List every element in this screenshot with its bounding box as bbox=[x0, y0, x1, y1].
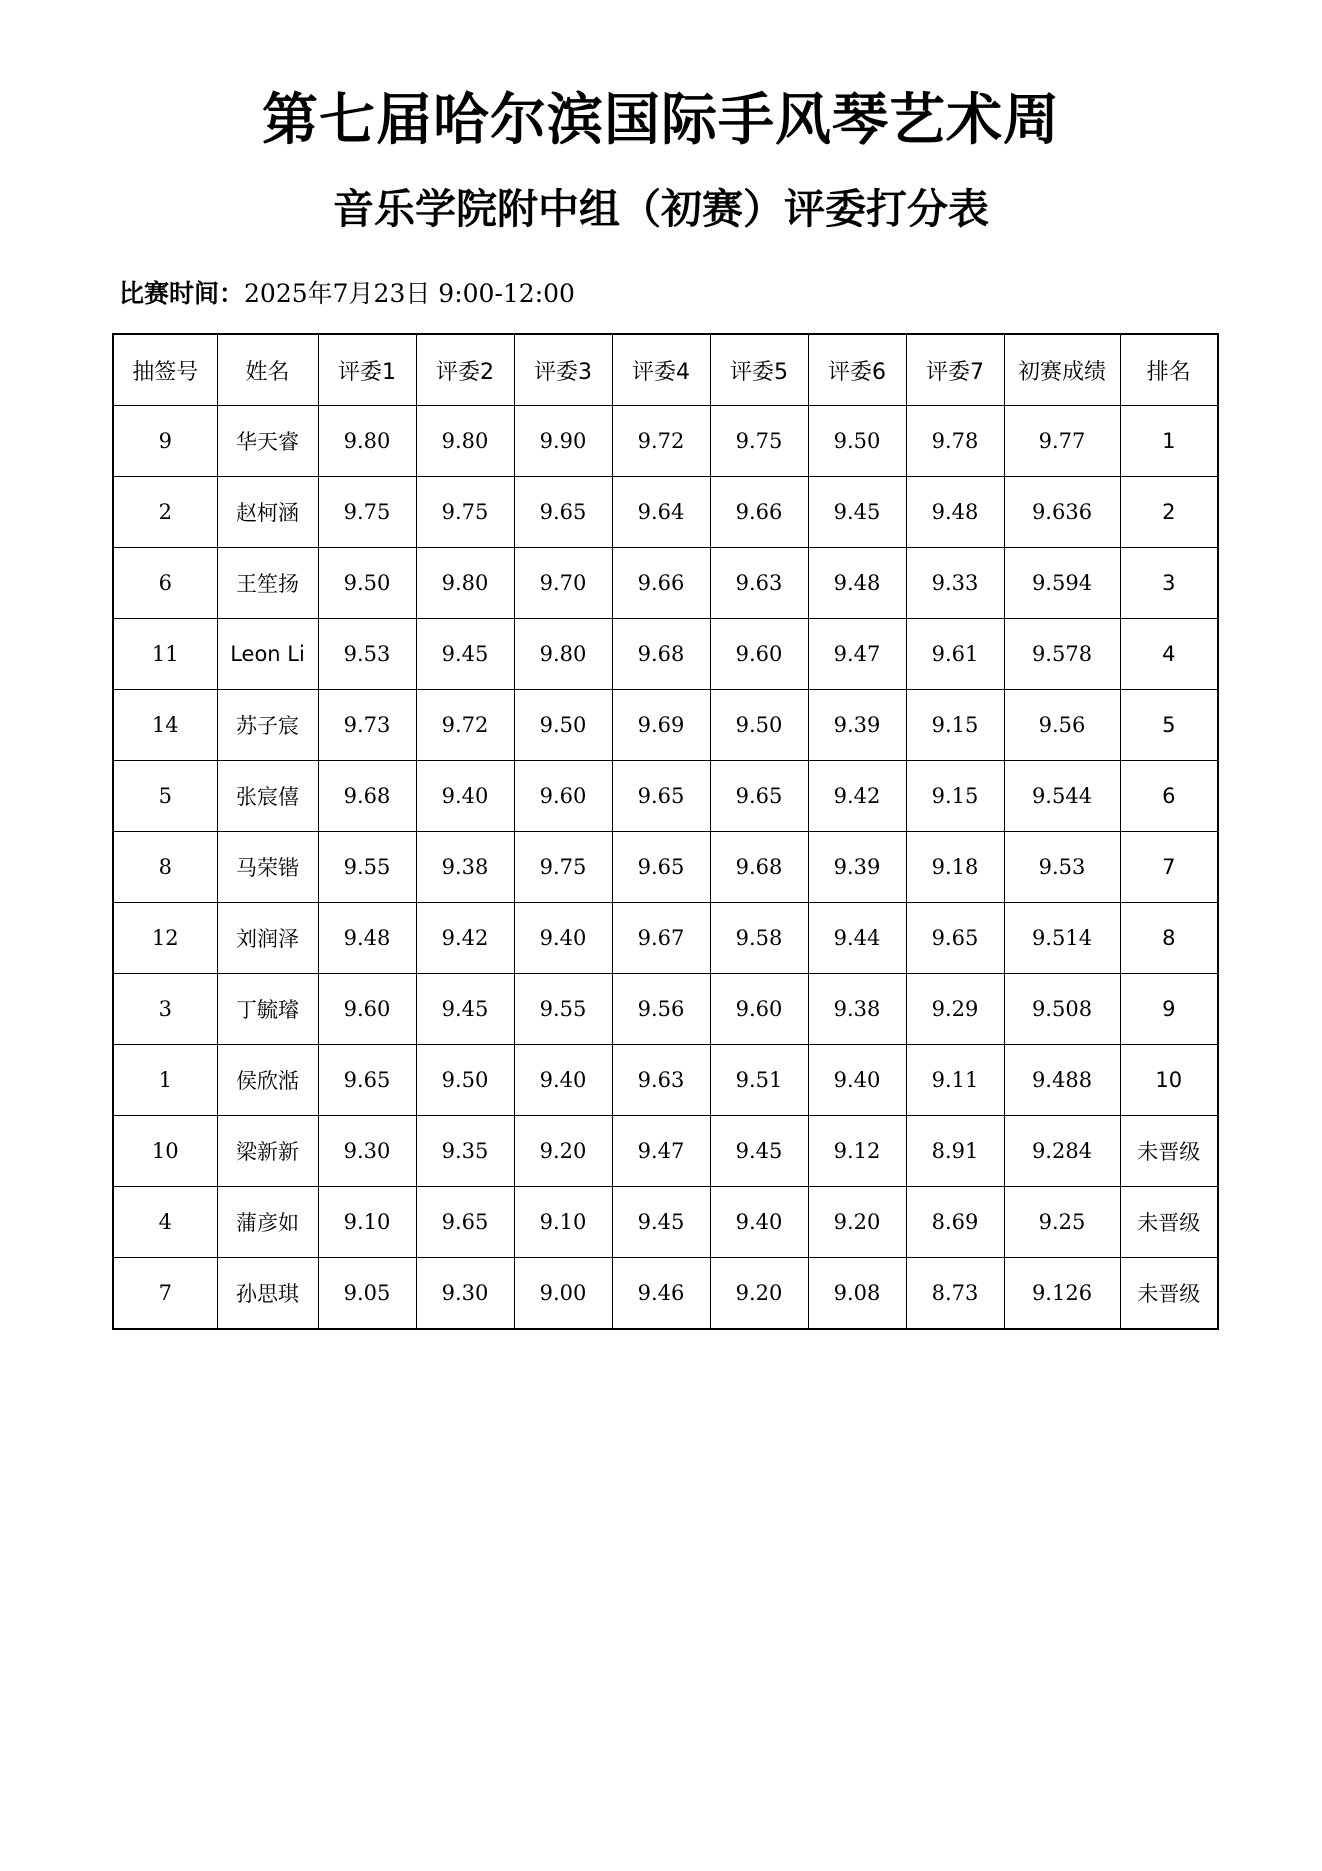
cell-judge-1: 9.68 bbox=[318, 761, 416, 832]
cell-name: 张宸僖 bbox=[217, 761, 318, 832]
cell-judge-5: 9.75 bbox=[710, 406, 808, 477]
cell-rank: 9 bbox=[1120, 974, 1218, 1045]
cell-judge-3: 9.40 bbox=[514, 1045, 612, 1116]
table-body bbox=[113, 406, 1218, 1330]
cell-judge-7: 9.48 bbox=[906, 477, 1004, 548]
table-row bbox=[113, 406, 1218, 477]
cell-name: 华天睿 bbox=[217, 406, 318, 477]
cell-draw-number: 14 bbox=[113, 690, 217, 761]
cell-judge-3: 9.40 bbox=[514, 903, 612, 974]
table-row bbox=[113, 477, 1218, 548]
cell-preliminary-score: 9.56 bbox=[1004, 690, 1120, 761]
cell-judge-3: 9.75 bbox=[514, 832, 612, 903]
cell-judge-7: 9.15 bbox=[906, 761, 1004, 832]
cell-judge-3: 9.10 bbox=[514, 1187, 612, 1258]
cell-judge-6: 9.20 bbox=[808, 1187, 906, 1258]
cell-name: 梁新新 bbox=[217, 1116, 318, 1187]
cell-rank: 5 bbox=[1120, 690, 1218, 761]
cell-judge-5: 9.68 bbox=[710, 832, 808, 903]
cell-preliminary-score: 9.514 bbox=[1004, 903, 1120, 974]
cell-judge-3: 9.65 bbox=[514, 477, 612, 548]
cell-draw-number: 1 bbox=[113, 1045, 217, 1116]
cell-judge-2: 9.72 bbox=[416, 690, 514, 761]
table-row bbox=[113, 903, 1218, 974]
cell-judge-7: 9.33 bbox=[906, 548, 1004, 619]
cell-judge-3: 9.80 bbox=[514, 619, 612, 690]
cell-name: 王笙扬 bbox=[217, 548, 318, 619]
cell-judge-1: 9.60 bbox=[318, 974, 416, 1045]
header-judge-4: 评委4 bbox=[612, 334, 710, 406]
cell-draw-number: 6 bbox=[113, 548, 217, 619]
table-row bbox=[113, 1187, 1218, 1258]
cell-judge-1: 9.10 bbox=[318, 1187, 416, 1258]
cell-judge-2: 9.45 bbox=[416, 619, 514, 690]
cell-name: 蒲彦如 bbox=[217, 1187, 318, 1258]
cell-judge-4: 9.66 bbox=[612, 548, 710, 619]
cell-judge-2: 9.50 bbox=[416, 1045, 514, 1116]
cell-rank: 10 bbox=[1120, 1045, 1218, 1116]
cell-rank: 6 bbox=[1120, 761, 1218, 832]
cell-draw-number: 9 bbox=[113, 406, 217, 477]
cell-judge-1: 9.48 bbox=[318, 903, 416, 974]
table-row bbox=[113, 1045, 1218, 1116]
table-row bbox=[113, 690, 1218, 761]
cell-judge-1: 9.53 bbox=[318, 619, 416, 690]
cell-judge-2: 9.80 bbox=[416, 406, 514, 477]
cell-judge-6: 9.44 bbox=[808, 903, 906, 974]
cell-judge-3: 9.90 bbox=[514, 406, 612, 477]
cell-preliminary-score: 9.53 bbox=[1004, 832, 1120, 903]
cell-preliminary-score: 9.284 bbox=[1004, 1116, 1120, 1187]
cell-judge-4: 9.64 bbox=[612, 477, 710, 548]
cell-judge-3: 9.60 bbox=[514, 761, 612, 832]
header-name: 姓名 bbox=[217, 334, 318, 406]
cell-preliminary-score: 9.25 bbox=[1004, 1187, 1120, 1258]
cell-judge-5: 9.50 bbox=[710, 690, 808, 761]
cell-rank: 3 bbox=[1120, 548, 1218, 619]
cell-draw-number: 2 bbox=[113, 477, 217, 548]
cell-judge-7: 9.65 bbox=[906, 903, 1004, 974]
cell-judge-3: 9.50 bbox=[514, 690, 612, 761]
cell-judge-7: 8.91 bbox=[906, 1116, 1004, 1187]
cell-rank: 2 bbox=[1120, 477, 1218, 548]
table-row bbox=[113, 761, 1218, 832]
cell-judge-5: 9.45 bbox=[710, 1116, 808, 1187]
cell-judge-4: 9.69 bbox=[612, 690, 710, 761]
cell-judge-1: 9.55 bbox=[318, 832, 416, 903]
cell-judge-4: 9.67 bbox=[612, 903, 710, 974]
cell-preliminary-score: 9.594 bbox=[1004, 548, 1120, 619]
cell-judge-4: 9.65 bbox=[612, 761, 710, 832]
cell-judge-1: 9.80 bbox=[318, 406, 416, 477]
header-row bbox=[113, 334, 1218, 406]
cell-judge-1: 9.73 bbox=[318, 690, 416, 761]
cell-rank: 未晋级 bbox=[1120, 1258, 1218, 1330]
cell-judge-7: 8.73 bbox=[906, 1258, 1004, 1330]
cell-rank: 7 bbox=[1120, 832, 1218, 903]
cell-judge-7: 9.61 bbox=[906, 619, 1004, 690]
table-row bbox=[113, 1258, 1218, 1330]
header-judge-2: 评委2 bbox=[416, 334, 514, 406]
cell-judge-4: 9.45 bbox=[612, 1187, 710, 1258]
cell-judge-6: 9.40 bbox=[808, 1045, 906, 1116]
table-row bbox=[113, 974, 1218, 1045]
cell-rank: 未晋级 bbox=[1120, 1187, 1218, 1258]
cell-judge-3: 9.00 bbox=[514, 1258, 612, 1330]
cell-judge-3: 9.70 bbox=[514, 548, 612, 619]
cell-rank: 8 bbox=[1120, 903, 1218, 974]
document-title: 第七届哈尔滨国际手风琴艺术周 bbox=[262, 88, 1060, 153]
cell-judge-2: 9.65 bbox=[416, 1187, 514, 1258]
cell-preliminary-score: 9.578 bbox=[1004, 619, 1120, 690]
cell-judge-3: 9.20 bbox=[514, 1116, 612, 1187]
cell-draw-number: 10 bbox=[113, 1116, 217, 1187]
cell-judge-5: 9.60 bbox=[710, 619, 808, 690]
cell-judge-1: 9.65 bbox=[318, 1045, 416, 1116]
cell-judge-4: 9.46 bbox=[612, 1258, 710, 1330]
cell-judge-2: 9.80 bbox=[416, 548, 514, 619]
cell-judge-5: 9.40 bbox=[710, 1187, 808, 1258]
cell-judge-5: 9.51 bbox=[710, 1045, 808, 1116]
cell-name: Leon Li bbox=[217, 619, 318, 690]
cell-judge-2: 9.45 bbox=[416, 974, 514, 1045]
cell-judge-4: 9.63 bbox=[612, 1045, 710, 1116]
cell-rank: 1 bbox=[1120, 406, 1218, 477]
header-judge-1: 评委1 bbox=[318, 334, 416, 406]
cell-judge-2: 9.35 bbox=[416, 1116, 514, 1187]
header-judge-5: 评委5 bbox=[710, 334, 808, 406]
cell-judge-7: 9.78 bbox=[906, 406, 1004, 477]
cell-preliminary-score: 9.636 bbox=[1004, 477, 1120, 548]
document-subtitle: 音乐学院附中组（初赛）评委打分表 bbox=[333, 185, 989, 233]
cell-draw-number: 3 bbox=[113, 974, 217, 1045]
cell-preliminary-score: 9.488 bbox=[1004, 1045, 1120, 1116]
cell-judge-4: 9.72 bbox=[612, 406, 710, 477]
cell-judge-4: 9.68 bbox=[612, 619, 710, 690]
score-table bbox=[112, 333, 1219, 1330]
cell-judge-7: 9.18 bbox=[906, 832, 1004, 903]
cell-name: 赵柯涵 bbox=[217, 477, 318, 548]
cell-preliminary-score: 9.77 bbox=[1004, 406, 1120, 477]
cell-judge-6: 9.42 bbox=[808, 761, 906, 832]
cell-name: 丁毓璿 bbox=[217, 974, 318, 1045]
cell-judge-4: 9.47 bbox=[612, 1116, 710, 1187]
cell-judge-2: 9.40 bbox=[416, 761, 514, 832]
cell-judge-2: 9.42 bbox=[416, 903, 514, 974]
header-preliminary-score: 初赛成绩 bbox=[1004, 334, 1120, 406]
cell-judge-2: 9.30 bbox=[416, 1258, 514, 1330]
table-row bbox=[113, 1116, 1218, 1187]
cell-judge-5: 9.65 bbox=[710, 761, 808, 832]
cell-judge-1: 9.50 bbox=[318, 548, 416, 619]
cell-preliminary-score: 9.544 bbox=[1004, 761, 1120, 832]
cell-judge-7: 8.69 bbox=[906, 1187, 1004, 1258]
cell-draw-number: 8 bbox=[113, 832, 217, 903]
header-rank: 排名 bbox=[1120, 334, 1218, 406]
cell-rank: 未晋级 bbox=[1120, 1116, 1218, 1187]
time-label: 比赛时间： bbox=[119, 279, 245, 308]
cell-judge-6: 9.39 bbox=[808, 832, 906, 903]
cell-judge-5: 9.58 bbox=[710, 903, 808, 974]
cell-judge-2: 9.38 bbox=[416, 832, 514, 903]
cell-judge-6: 9.39 bbox=[808, 690, 906, 761]
table-row bbox=[113, 548, 1218, 619]
cell-judge-5: 9.60 bbox=[710, 974, 808, 1045]
cell-name: 孙思琪 bbox=[217, 1258, 318, 1330]
header-draw-number: 抽签号 bbox=[113, 334, 217, 406]
cell-judge-2: 9.75 bbox=[416, 477, 514, 548]
cell-judge-6: 9.38 bbox=[808, 974, 906, 1045]
cell-judge-5: 9.66 bbox=[710, 477, 808, 548]
table-row bbox=[113, 619, 1218, 690]
cell-judge-6: 9.45 bbox=[808, 477, 906, 548]
cell-judge-6: 9.47 bbox=[808, 619, 906, 690]
cell-judge-4: 9.56 bbox=[612, 974, 710, 1045]
cell-judge-4: 9.65 bbox=[612, 832, 710, 903]
cell-judge-6: 9.48 bbox=[808, 548, 906, 619]
cell-draw-number: 7 bbox=[113, 1258, 217, 1330]
cell-judge-6: 9.12 bbox=[808, 1116, 906, 1187]
cell-judge-1: 9.30 bbox=[318, 1116, 416, 1187]
header-judge-7: 评委7 bbox=[906, 334, 1004, 406]
cell-name: 刘润泽 bbox=[217, 903, 318, 974]
cell-draw-number: 5 bbox=[113, 761, 217, 832]
cell-judge-1: 9.75 bbox=[318, 477, 416, 548]
cell-preliminary-score: 9.126 bbox=[1004, 1258, 1120, 1330]
cell-name: 马荣锴 bbox=[217, 832, 318, 903]
table-row bbox=[113, 832, 1218, 903]
header-judge-6: 评委6 bbox=[808, 334, 906, 406]
cell-judge-6: 9.50 bbox=[808, 406, 906, 477]
cell-name: 苏子宸 bbox=[217, 690, 318, 761]
cell-name: 侯欣湉 bbox=[217, 1045, 318, 1116]
cell-draw-number: 11 bbox=[113, 619, 217, 690]
cell-judge-5: 9.63 bbox=[710, 548, 808, 619]
header-judge-3: 评委3 bbox=[514, 334, 612, 406]
cell-draw-number: 4 bbox=[113, 1187, 217, 1258]
competition-time bbox=[119, 276, 575, 312]
cell-judge-3: 9.55 bbox=[514, 974, 612, 1045]
cell-judge-6: 9.08 bbox=[808, 1258, 906, 1330]
cell-judge-7: 9.15 bbox=[906, 690, 1004, 761]
cell-judge-5: 9.20 bbox=[710, 1258, 808, 1330]
cell-draw-number: 12 bbox=[113, 903, 217, 974]
cell-judge-7: 9.29 bbox=[906, 974, 1004, 1045]
cell-judge-7: 9.11 bbox=[906, 1045, 1004, 1116]
cell-judge-1: 9.05 bbox=[318, 1258, 416, 1330]
cell-rank: 4 bbox=[1120, 619, 1218, 690]
time-value: 2025年7月23日 9:00-12:00 bbox=[244, 279, 575, 308]
cell-preliminary-score: 9.508 bbox=[1004, 974, 1120, 1045]
